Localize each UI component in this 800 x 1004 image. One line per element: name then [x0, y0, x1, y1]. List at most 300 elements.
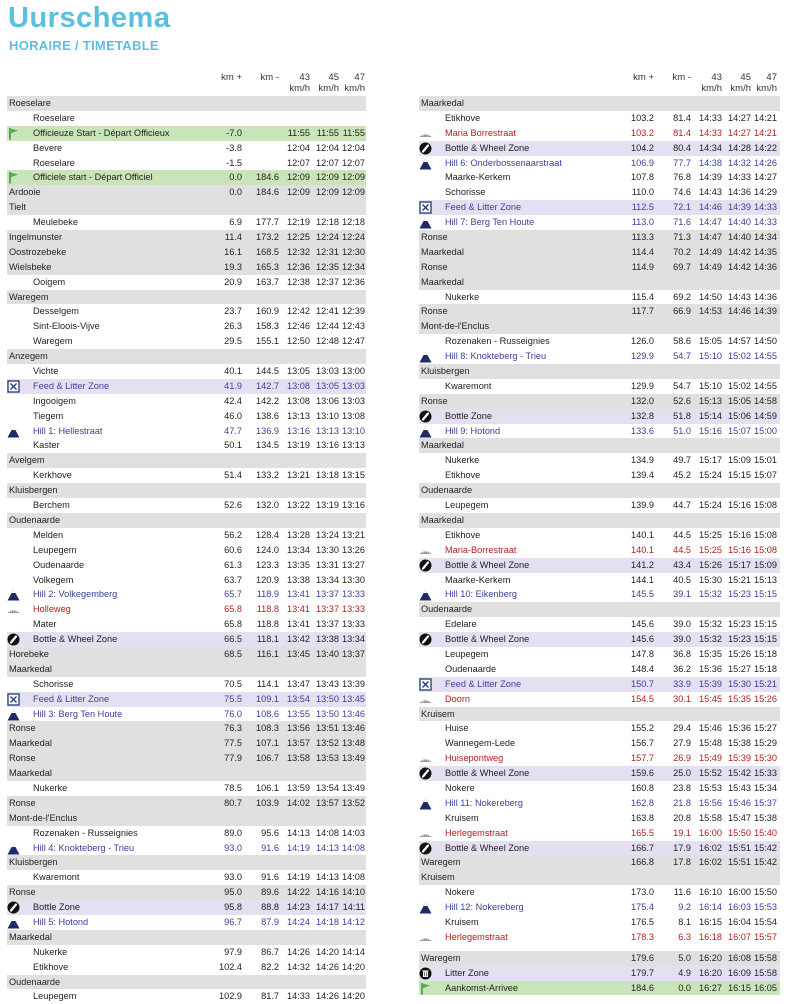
location-row: [419, 170, 780, 185]
time-45-value: 15:16: [728, 529, 751, 540]
time-45-value: 13:18: [316, 470, 339, 481]
km-minus-value: 91.6: [261, 842, 279, 853]
time-45-value: 15:16: [728, 544, 751, 555]
location-name: Bottle & Wheel Zone: [445, 634, 530, 645]
km-plus-value: 129.9: [631, 380, 654, 391]
location-name: Hill 3: Berg Ten Houte: [33, 708, 123, 719]
time-47-value: 14:55: [754, 380, 777, 391]
km-minus-value: 17.9: [673, 842, 691, 853]
location-row: [7, 111, 366, 126]
town-row: [419, 96, 780, 111]
location-name: Hill 12: Nokereberg: [445, 902, 524, 913]
km-minus-value: 165.3: [256, 261, 279, 272]
location-name: Kruisem: [445, 916, 479, 927]
location-name: Nukerke: [33, 782, 68, 793]
km-plus-value: 114.9: [631, 261, 654, 272]
time-47-value: 15:08: [754, 529, 777, 540]
location-name: Kruisem: [445, 812, 479, 823]
service-zone-row: [419, 766, 780, 781]
km-plus-value: 139.9: [631, 500, 654, 511]
feed-zone-icon: [7, 693, 20, 706]
time-43-value: 13:41: [287, 604, 310, 615]
town-row: [419, 260, 780, 275]
location-row: [419, 736, 780, 751]
km-plus-value: 96.7: [224, 916, 242, 927]
bottle-icon: [7, 901, 20, 914]
time-43-value: 15:32: [699, 589, 722, 600]
time-47-value: 15:30: [754, 753, 777, 764]
hill-row: [7, 841, 366, 856]
time-45-value: 15:02: [728, 351, 751, 362]
town-row: [7, 200, 366, 215]
time-43-value: 15:49: [699, 753, 722, 764]
speed-47-header: 47 km/h: [756, 72, 777, 94]
km-plus-value: 126.0: [631, 336, 654, 347]
time-45-value: 12:09: [316, 187, 339, 198]
km-plus-value: 145.6: [631, 619, 654, 630]
time-47-value: 15:38: [754, 812, 777, 823]
time-45-value: 13:40: [316, 648, 339, 659]
km-plus-value: 95.0: [224, 887, 242, 898]
km-plus-value: 148.4: [631, 663, 654, 674]
km-plus-value: 112.5: [631, 202, 654, 213]
time-45-value: 14:13: [316, 842, 339, 853]
location-row: [7, 498, 366, 513]
location-name: Avelgem: [9, 455, 45, 466]
timetable-left-column: [7, 70, 366, 1004]
location-row: [419, 915, 780, 930]
time-43-value: 15:36: [699, 663, 722, 674]
time-45-value: 15:16: [728, 500, 751, 511]
km-minus-value: 108.6: [256, 708, 279, 719]
hill-row: [419, 587, 780, 602]
time-45-value: 14:40: [728, 217, 751, 228]
time-43-value: 15:10: [699, 351, 722, 362]
time-47-value: 13:34: [342, 634, 365, 645]
km-minus-value: 81.7: [261, 991, 279, 1002]
location-row: [7, 304, 366, 319]
hill-row: [419, 796, 780, 811]
km-minus-value: 173.2: [256, 232, 279, 243]
location-name: Ronse: [9, 723, 36, 734]
time-43-value: 16:20: [699, 952, 722, 963]
time-43-value: 13:08: [287, 380, 310, 391]
km-minus-value: 44.5: [673, 529, 691, 540]
km-plus-value: 166.7: [631, 842, 654, 853]
time-47-value: 15:00: [754, 425, 777, 436]
location-name: Bevere: [33, 142, 63, 153]
town-row: [419, 304, 780, 319]
km-plus-value: 157.7: [631, 753, 654, 764]
time-45-value: 15:50: [728, 827, 751, 838]
km-plus-value: 20.9: [224, 276, 242, 287]
location-name: Oostrozebeke: [9, 246, 67, 257]
km-minus-value: 43.4: [673, 559, 691, 570]
km-plus-value: 139.4: [631, 470, 654, 481]
time-45-value: 13:03: [316, 366, 339, 377]
location-row: [419, 334, 780, 349]
time-45-value: 13:05: [316, 380, 339, 391]
time-43-value: 14:24: [287, 916, 310, 927]
km-plus-value: 165.5: [631, 827, 654, 838]
time-43-value: 13:47: [287, 678, 310, 689]
time-45-value: 15:26: [728, 648, 751, 659]
town-row: [419, 483, 780, 498]
time-43-value: 15:16: [699, 425, 722, 436]
km-minus-value: 8.1: [678, 916, 691, 927]
location-name: Leupegem: [445, 500, 489, 511]
time-43-value: 13:41: [287, 619, 310, 630]
km-plus-value: 150.7: [631, 678, 654, 689]
time-45-value: 14:40: [728, 232, 751, 243]
km-plus-value: 52.6: [224, 500, 242, 511]
location-name: Ronse: [421, 395, 448, 406]
time-47-value: 14:55: [754, 351, 777, 362]
town-row: [7, 736, 366, 751]
time-45-value: 11:55: [316, 127, 339, 138]
time-43-value: 12:07: [287, 157, 310, 168]
location-row: [7, 438, 366, 453]
time-47-value: 14:50: [754, 336, 777, 347]
location-row: [419, 573, 780, 588]
location-name: Rozenaken - Russeignies: [33, 827, 138, 838]
location-row: [419, 498, 780, 513]
km-plus-value: 46.0: [224, 410, 242, 421]
location-name: Kwaremont: [445, 380, 492, 391]
time-47-value: 14:35: [754, 246, 777, 257]
mountain-icon: [419, 425, 432, 438]
time-45-value: 14:36: [728, 187, 751, 198]
km-plus-value: 179.6: [631, 952, 654, 963]
service-zone-row: [419, 841, 780, 856]
km-plus-value: 106.9: [631, 157, 654, 168]
time-45-value: 12:41: [316, 306, 339, 317]
time-45-value: 14:28: [728, 142, 751, 153]
location-name: Etikhove: [445, 112, 481, 123]
location-name: Maarkedal: [9, 768, 52, 779]
km-minus-value: 69.7: [673, 261, 691, 272]
location-name: Roeselare: [9, 98, 51, 108]
km-plus-value: 41.9: [224, 380, 242, 391]
time-43-value: 12:32: [287, 246, 310, 257]
time-47-value: 13:08: [342, 410, 365, 421]
time-47-value: 13:33: [342, 589, 365, 600]
time-45-value: 16:04: [728, 916, 751, 927]
mountain-icon: [7, 842, 20, 855]
time-45-value: 13:52: [316, 738, 339, 749]
time-47-value: 14:26: [754, 157, 777, 168]
town-row: [419, 275, 780, 290]
location-name: Holleweg: [33, 604, 71, 615]
location-name: Maarkedal: [421, 276, 464, 287]
km-minus-value: 118.8: [256, 619, 279, 630]
location-name: Vichte: [33, 366, 59, 377]
time-43-value: 15:05: [699, 336, 722, 347]
location-name: Nukerke: [445, 291, 480, 302]
km-plus-value: 77.9: [224, 753, 242, 764]
time-45-value: 14:18: [316, 916, 339, 927]
km-minus-value: 89.6: [261, 887, 279, 898]
time-45-value: 12:44: [316, 321, 339, 332]
time-47-value: 14:21: [754, 112, 777, 123]
feed-zone-row: [7, 692, 366, 707]
service-zone-row: [419, 409, 780, 424]
time-47-value: 12:36: [342, 276, 365, 287]
time-43-value: 14:19: [287, 872, 310, 883]
location-name: Desselgem: [33, 306, 79, 317]
km-plus-value: 102.9: [219, 991, 242, 1002]
location-row: [7, 215, 366, 230]
speed-45-header: 45 km/h: [730, 72, 751, 94]
km-minus-value: 108.3: [256, 723, 279, 734]
time-43-value: 13:38: [287, 574, 310, 585]
time-43-value: 15:24: [699, 470, 722, 481]
km-plus-value: 56.2: [224, 529, 242, 540]
bottle-icon: [419, 142, 432, 155]
time-47-value: 14:29: [754, 187, 777, 198]
km-minus-value: 109.1: [256, 693, 279, 704]
km-minus-value: 123.3: [256, 559, 279, 570]
location-name: Ingooigem: [33, 395, 76, 406]
time-45-value: 13:13: [316, 425, 339, 436]
time-45-value: 14:57: [728, 336, 751, 347]
time-43-value: 14:23: [287, 902, 310, 913]
time-47-value: 14:10: [342, 887, 365, 898]
feed-zone-row: [419, 200, 780, 215]
km-plus-value: 26.3: [224, 321, 242, 332]
time-43-value: 13:55: [287, 708, 310, 719]
location-name: Maarkedal: [421, 98, 464, 108]
bottle-icon: [419, 842, 432, 855]
time-47-value: 14:03: [342, 827, 365, 838]
time-45-value: 13:50: [316, 708, 339, 719]
location-name: Kluisbergen: [9, 857, 58, 868]
time-43-value: 12:50: [287, 336, 310, 347]
time-45-value: 15:46: [728, 797, 751, 808]
time-47-value: 13:52: [342, 797, 365, 808]
time-45-value: 15:38: [728, 738, 751, 749]
time-47-value: 13:49: [342, 782, 365, 793]
time-47-value: 15:42: [754, 857, 777, 868]
time-43-value: 14:50: [699, 291, 722, 302]
start-finish-row: [7, 170, 366, 185]
km-plus-value: 134.9: [631, 455, 654, 466]
location-name: Ronse: [421, 306, 448, 317]
location-name: Maria Borrestraat: [445, 127, 516, 138]
km-minus-value: 51.0: [673, 425, 691, 436]
time-47-value: 13:00: [342, 366, 365, 377]
time-43-value: 12:04: [287, 142, 310, 153]
time-43-value: 15:32: [699, 619, 722, 630]
cobbles-icon: [419, 127, 432, 140]
location-row: [7, 989, 366, 1004]
location-name: Horebeke: [9, 648, 49, 659]
time-45-value: 14:20: [316, 946, 339, 957]
time-45-value: 15:05: [728, 395, 751, 406]
time-45-value: 14:27: [728, 127, 751, 138]
location-row: [419, 885, 780, 900]
time-47-value: 13:48: [342, 738, 365, 749]
location-name: Ingelmunster: [9, 232, 63, 243]
service-zone-row: [419, 141, 780, 156]
hill-row: [419, 424, 780, 439]
town-row: [419, 951, 780, 966]
time-47-value: 13:46: [342, 723, 365, 734]
time-47-value: 14:12: [342, 916, 365, 927]
km-minus-value: 44.5: [673, 544, 691, 555]
location-name: Litter Zone: [445, 967, 489, 978]
km-plus-value: 140.1: [631, 529, 654, 540]
km-plus-value: 16.1: [224, 246, 242, 257]
time-47-value: 15:09: [754, 559, 777, 570]
cobbles-row: [419, 930, 780, 945]
location-name: Ardooie: [9, 187, 41, 198]
time-43-value: 13:19: [287, 440, 310, 451]
time-43-value: 15:25: [699, 544, 722, 555]
time-47-value: 15:50: [754, 887, 777, 898]
location-name: Bottle & Wheel Zone: [33, 634, 118, 645]
time-47-value: 15:29: [754, 738, 777, 749]
time-47-value: 14:08: [342, 872, 365, 883]
location-name: Aankomst-Arrivee: [445, 982, 519, 993]
km-minus-value: 184.6: [256, 187, 279, 198]
km-minus-value: 70.2: [673, 246, 691, 257]
time-43-value: 16:02: [699, 842, 722, 853]
time-47-value: 13:27: [342, 559, 365, 570]
time-47-value: 12:09: [342, 187, 365, 198]
km-minus-value: 6.3: [678, 931, 691, 942]
town-row: [7, 721, 366, 736]
time-43-value: 15:25: [699, 529, 722, 540]
time-45-value: 14:26: [316, 961, 339, 972]
location-name: Feed & Litter Zone: [445, 678, 522, 689]
mountain-icon: [7, 708, 20, 721]
time-47-value: 15:58: [754, 952, 777, 963]
km-plus-value: 40.1: [224, 366, 242, 377]
location-name: Hill 9: Hotond: [445, 425, 501, 436]
time-47-value: 14:58: [754, 395, 777, 406]
time-45-value: 16:07: [728, 931, 751, 942]
location-name: Hill 7: Berg Ten Houte: [445, 217, 535, 228]
time-45-value: 14:33: [728, 172, 751, 183]
time-45-value: 14:32: [728, 157, 751, 168]
cobbles-icon: [7, 603, 20, 616]
km-minus-value: 118.8: [256, 604, 279, 615]
time-43-value: 13:35: [287, 559, 310, 570]
town-row: [7, 647, 366, 662]
location-name: Hill 6: Onderbossenaarstraat: [445, 157, 562, 168]
time-43-value: 12:36: [287, 261, 310, 272]
time-45-value: 14:39: [728, 202, 751, 213]
town-row: [7, 483, 366, 498]
km-minus-value: 133.2: [256, 470, 279, 481]
time-47-value: 15:33: [754, 768, 777, 779]
km-plus-value: 65.8: [224, 604, 242, 615]
location-row: [7, 528, 366, 543]
time-43-value: 12:42: [287, 306, 310, 317]
time-45-value: 15:30: [728, 678, 751, 689]
time-43-value: 16:20: [699, 967, 722, 978]
time-43-value: 13:13: [287, 410, 310, 421]
location-name: Kluisbergen: [9, 485, 58, 496]
page-title: Uurschema: [8, 2, 171, 34]
time-45-value: 15:21: [728, 574, 751, 585]
km-minus-value: 51.8: [673, 410, 691, 421]
time-47-value: 15:15: [754, 634, 777, 645]
km-plus-value: 6.9: [229, 217, 242, 228]
town-row: [7, 349, 366, 364]
cobbles-icon: [419, 827, 432, 840]
km-minus-value: 120.9: [256, 574, 279, 585]
location-name: Huisepontweg: [445, 753, 504, 764]
time-47-value: 14:21: [754, 127, 777, 138]
km-plus-value: 132.0: [631, 395, 654, 406]
km-plus-value: 145.6: [631, 634, 654, 645]
time-47-value: 15:13: [754, 574, 777, 585]
km-minus-value: 155.1: [256, 336, 279, 347]
time-45-value: 13:51: [316, 723, 339, 734]
km-minus-value: 81.4: [673, 112, 691, 123]
town-row: [7, 975, 366, 990]
location-row: [419, 647, 780, 662]
km-plus-header: km +: [221, 72, 242, 83]
location-row: [419, 811, 780, 826]
time-43-value: 15:35: [699, 648, 722, 659]
town-row: [7, 290, 366, 305]
km-minus-value: 124.0: [256, 544, 279, 555]
time-47-value: 14:20: [342, 991, 365, 1002]
km-minus-value: 177.7: [256, 217, 279, 228]
location-row: [7, 334, 366, 349]
time-45-value: 12:09: [316, 172, 339, 183]
km-plus-value: 60.6: [224, 544, 242, 555]
time-45-value: 14:26: [316, 991, 339, 1002]
km-plus-value: 166.8: [631, 857, 654, 868]
time-45-value: 14:08: [316, 827, 339, 838]
time-45-value: 14:16: [316, 887, 339, 898]
time-45-value: 16:03: [728, 902, 751, 913]
km-plus-value: 179.7: [631, 967, 654, 978]
town-row: [419, 319, 780, 334]
time-47-value: 12:18: [342, 217, 365, 228]
time-47-value: 12:34: [342, 261, 365, 272]
km-plus-value: 63.7: [224, 574, 242, 585]
km-plus-value: 66.5: [224, 634, 242, 645]
time-43-value: 12:46: [287, 321, 310, 332]
location-name: Hill 10: Eikenberg: [445, 589, 518, 600]
location-name: Ronse: [9, 797, 36, 808]
location-row: [7, 826, 366, 841]
time-43-value: 16:18: [699, 931, 722, 942]
km-minus-value: 33.9: [673, 678, 691, 689]
time-43-value: 14:47: [699, 217, 722, 228]
town-row: [419, 438, 780, 453]
time-43-value: 14:33: [287, 991, 310, 1002]
km-plus-value: 163.8: [631, 812, 654, 823]
mountain-icon: [7, 588, 20, 601]
time-43-value: 16:10: [699, 887, 722, 898]
km-plus-value: 78.5: [224, 782, 242, 793]
km-plus-value: -3.8: [226, 142, 242, 153]
time-47-value: 15:15: [754, 589, 777, 600]
town-row: [419, 364, 780, 379]
time-45-value: 15:06: [728, 410, 751, 421]
km-minus-value: 168.5: [256, 246, 279, 257]
km-minus-value: 71.3: [673, 232, 691, 243]
location-name: Bottle & Wheel Zone: [445, 559, 530, 570]
time-43-value: 15:10: [699, 380, 722, 391]
km-minus-header: km -: [672, 72, 691, 83]
